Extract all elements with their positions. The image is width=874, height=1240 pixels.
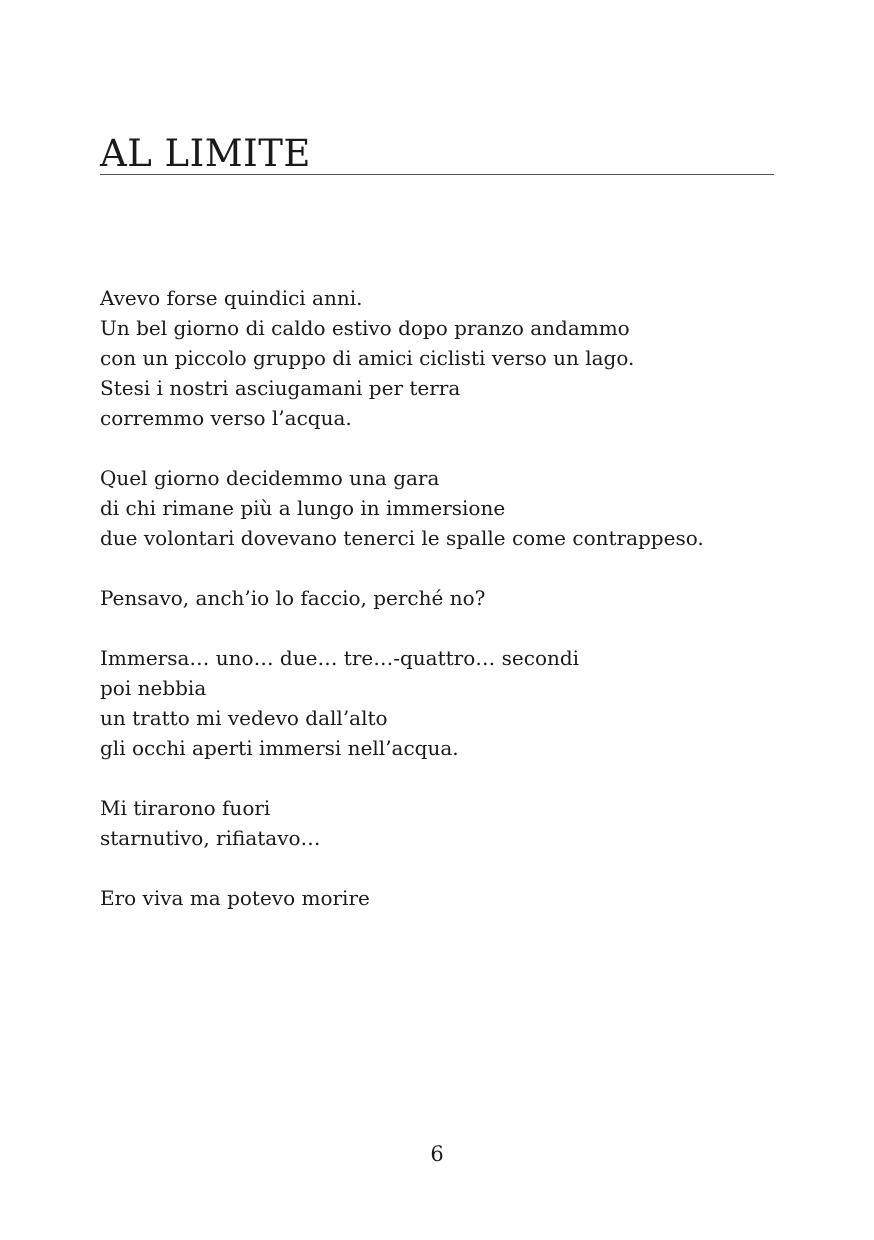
poem-body	[100, 283, 790, 943]
stanza-6	[100, 883, 790, 913]
poem-line: di chi rimane più a lungo in immersione	[100, 496, 506, 520]
poem-line: Stesi i nostri asciugamani per terra	[100, 376, 461, 400]
stanza-4	[100, 643, 790, 763]
poem-line: Avevo forse quindici anni.	[100, 286, 363, 310]
page-title: AL LIMITE	[100, 132, 311, 175]
poem-line: Quel giorno decidemmo una gara	[100, 466, 440, 490]
poem-line: Un bel giorno di caldo estivo dopo pranzo andammo	[100, 316, 630, 340]
stanza-1	[100, 283, 790, 433]
poem-line: Ero viva ma potevo morire	[100, 886, 370, 910]
poem-line: con un piccolo gruppo di amici ciclisti verso un lago.	[100, 346, 635, 370]
poem-line: Immersa… uno… due… tre…-quattro… secondi	[100, 646, 580, 670]
stanza-5	[100, 793, 790, 853]
page-number: 6	[430, 1142, 444, 1166]
poem-line: due volontari dovevano tenerci le spalle come contrappeso.	[100, 526, 704, 550]
poem-line: Pensavo, anch’io lo faccio, perché no?	[100, 586, 486, 610]
poem-line: poi nebbia	[100, 676, 207, 700]
title-underline	[100, 174, 774, 175]
poem-line: un tratto mi vedevo dall’alto	[100, 706, 388, 730]
stanza-2	[100, 463, 790, 553]
poem-line: starnutivo, rifiatavo…	[100, 826, 321, 850]
poem-line: Mi tirarono fuori	[100, 796, 271, 820]
stanza-3	[100, 583, 790, 613]
poem-line: gli occhi aperti immersi nell’acqua.	[100, 736, 459, 760]
poem-line: corremmo verso l’acqua.	[100, 406, 352, 430]
